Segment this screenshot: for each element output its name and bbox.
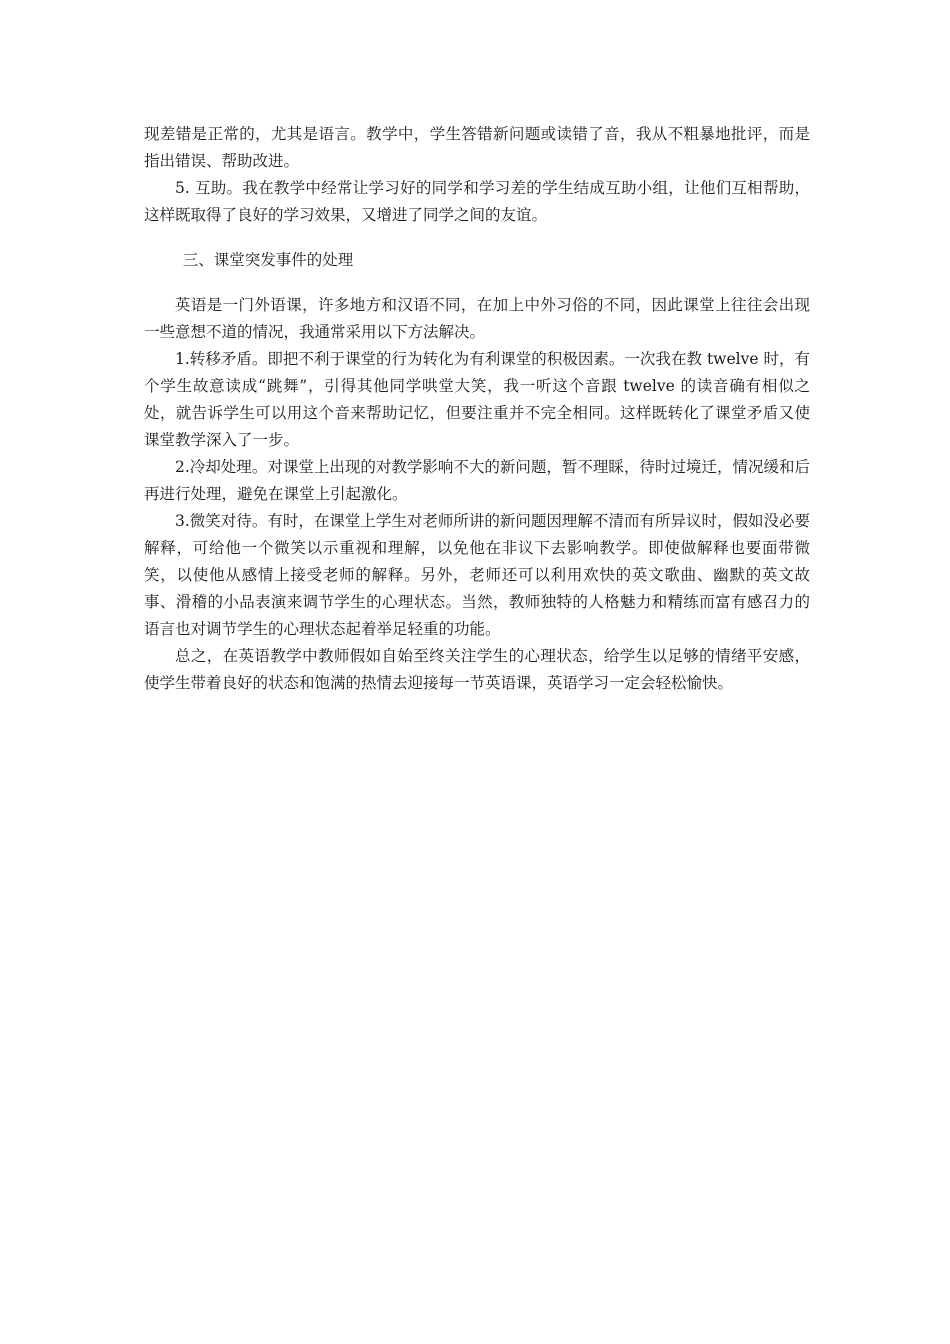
paragraph-continuation: 现差错是正常的，尤其是语言。教学中，学生答错新问题或读错了音，我从不粗暴地批评，而是指出错误、帮助改进。 [144,125,810,170]
paragraph-conclusion: 总之，在英语教学中教师假如自始至终关注学生的心理状态，给学生以足够的情绪平安感，使学生带着良好的状态和饱满的热情去迎接每一节英语课，英语学习一定会轻松愉快。 [144,647,810,692]
paragraph-method-2: 2.冷却处理。对课堂上出现的对教学影响不大的新问题，暂不理睬，待时过境迁，情况缓和后再进行处理，避免在课堂上引起激化。 [144,458,810,503]
document-body [144,121,810,697]
paragraph-method-3: 3.微笑对待。有时，在课堂上学生对老师所讲的新问题因理解不清而有所异议时，假如没必要解释，可给他一个微笑以示重视和理解，以免他在非议下去影响教学。即使做解释也要面带微笑，以使他从感情上接受老师的解释。另外，老师还可以利用欢快的英文歌曲、幽默的英文故事、滑稽的小品表演来调节学生的心理状态。当然，教师独特的人格魅力和精练而富有感召力的语言也对调节学生的心理状态起着举足轻重的功能。 [144,512,810,638]
paragraph-method-1: 1.转移矛盾。即把不利于课堂的行为转化为有利课堂的积极因素。一次我在教 twelve 时，有个学生故意读成“跳舞”，引得其他同学哄堂大笑，我一听这个音跟 twelve 的读音确有相似之处，就告诉学生可以用这个音来帮助记忆，但要注重并不完全相同。这样既转化了课堂矛盾又使课堂教学深入了一步。 [144,350,810,449]
paragraph-intro: 英语是一门外语课，许多地方和汉语不同，在加上中外习俗的不同，因此课堂上往往会出现一些意想不道的情况，我通常采用以下方法解决。 [144,296,810,341]
section-heading: 三、课堂突发事件的处理 [182,251,354,269]
paragraph-mutual-help: 5. 互助。我在教学中经常让学习好的同学和学习差的学生结成互助小组，让他们互相帮助，这样既取得了良好的学习效果，又增进了同学之间的友谊。 [144,179,810,224]
